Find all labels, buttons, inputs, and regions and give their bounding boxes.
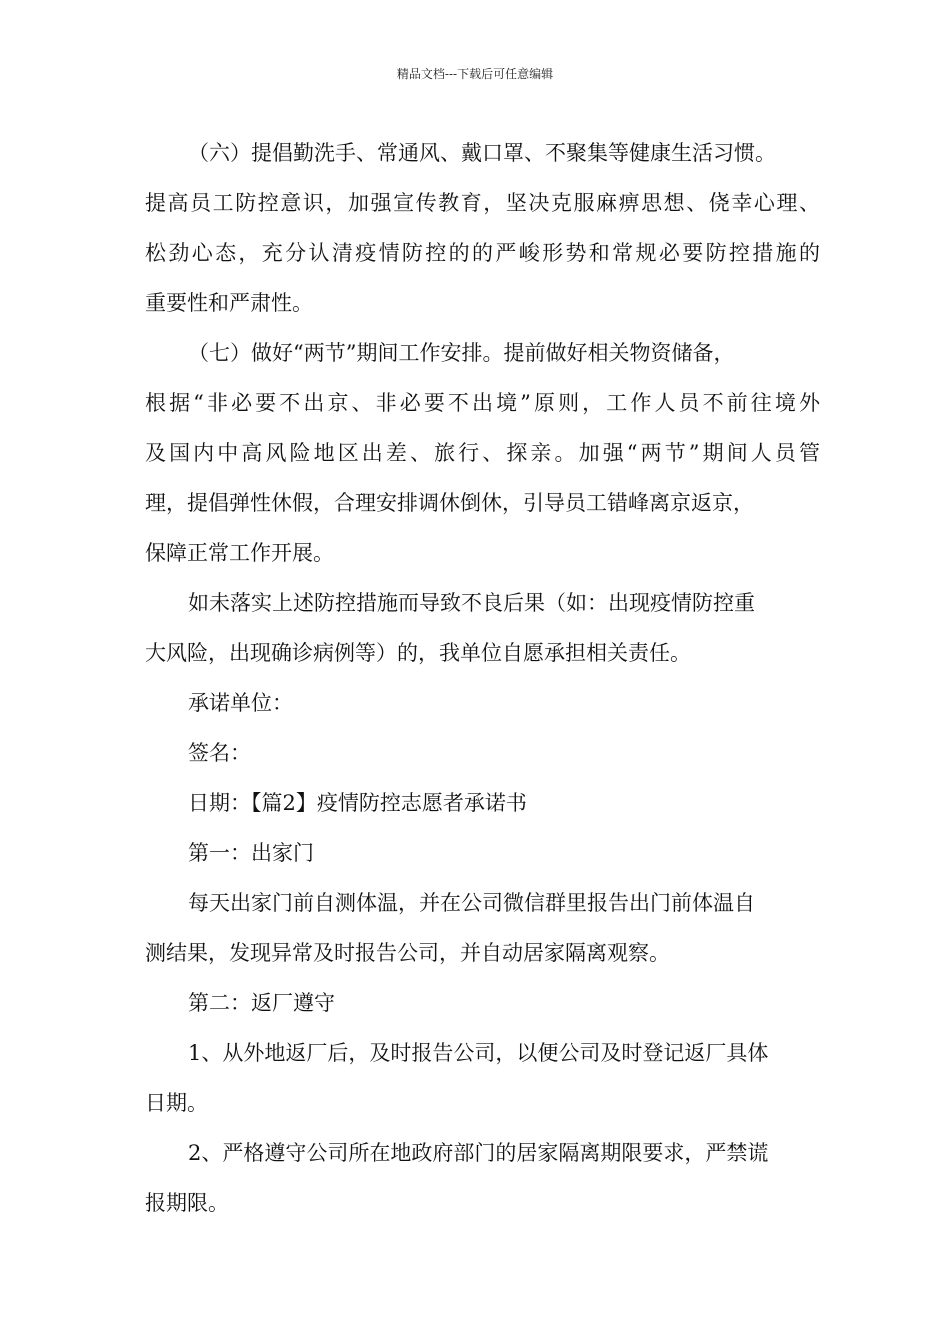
- paragraph-line: 松劲心态，充分认清疫情防控的的严峻形势和常规必要防控措施的: [145, 241, 820, 265]
- paragraph-line: 报期限。: [145, 1191, 229, 1215]
- paragraph-line: 大风险，出现确诊病例等）的，我单位自愿承担相关责任。: [145, 641, 691, 665]
- paragraph-line: （七）做好“两节”期间工作安排。提前做好相关物资储备，: [188, 341, 735, 365]
- paragraph-line: 根据“非必要不出京、非必要不出境”原则，工作人员不前往境外: [145, 391, 820, 415]
- paragraph-line: 签名：: [188, 741, 251, 765]
- paragraph-line: 1、从外地返厂后，及时报告公司，以便公司及时登记返厂具体: [188, 1041, 769, 1065]
- paragraph-line: 保障正常工作开展。: [145, 541, 334, 565]
- paragraph-line: 如未落实上述防控措施而导致不良后果（如：出现疫情防控重: [188, 591, 755, 615]
- paragraph-line: 理，提倡弹性休假，合理安排调休倒休，引导员工错峰离京返京，: [145, 491, 754, 515]
- paragraph-line: 2、严格遵守公司所在地政府部门的居家隔离期限要求，严禁谎: [188, 1141, 769, 1165]
- paragraph-line: 日期。: [145, 1091, 208, 1115]
- paragraph-line: 提高员工防控意识，加强宣传教育，坚决克服麻痹思想、侥幸心理、: [145, 191, 820, 215]
- page-header: 精品文档---下载后可任意编辑: [396, 67, 554, 81]
- document-body: [145, 128, 820, 1228]
- paragraph-line: 日期：【篇2】疫情防控志愿者承诺书: [188, 791, 527, 815]
- paragraph-line: 第一：出家门: [188, 841, 314, 865]
- paragraph-line: 及国内中高风险地区出差、旅行、探亲。加强“两节”期间人员管: [145, 441, 820, 465]
- paragraph-line: 承诺单位：: [188, 691, 293, 715]
- paragraph-line: 第二：返厂遵守: [188, 991, 335, 1015]
- paragraph-line: 测结果，发现异常及时报告公司，并自动居家隔离观察。: [145, 941, 670, 965]
- paragraph-line: （六）提倡勤洗手、常通风、戴口罩、不聚集等健康生活习惯。: [188, 141, 776, 165]
- paragraph-line: 重要性和严肃性。: [145, 291, 313, 315]
- paragraph-line: 每天出家门前自测体温，并在公司微信群里报告出门前体温自: [188, 891, 755, 915]
